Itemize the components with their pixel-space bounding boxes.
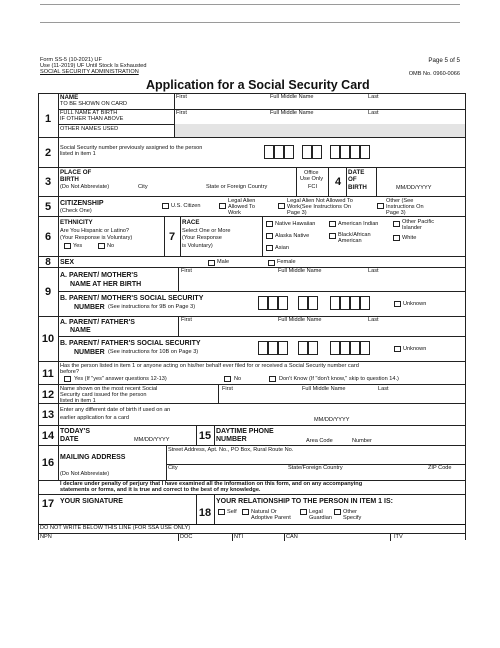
race-alaska-checkbox[interactable] [266,233,273,239]
option: Unknown [403,346,427,352]
label: B. PARENT/ MOTHER'S SOCIAL SECURITY [60,295,204,302]
item-number: 7 [168,231,176,243]
item-number: 8 [45,257,51,268]
label: listed in item 1 [60,151,96,157]
item-number: 11 [42,368,54,380]
top-rule-2 [40,22,460,23]
footer-text: DO NOT WRITE BELOW THIS LINE (FOR SSA USE ONLY) [40,525,191,531]
race-opi-checkbox[interactable] [393,221,400,227]
sublabel: Full Middle Name [278,317,322,323]
mother-ssn-unknown-checkbox[interactable] [394,301,401,307]
option: Specify [343,515,362,521]
label: CITIZENSHIP [60,200,104,207]
section-8 [38,256,466,267]
label: BIRTH [60,176,79,183]
item-number: 9 [44,286,52,298]
option: Work(See Instructions On [287,204,351,210]
option: Yes [73,243,83,249]
sublabel: Full Middle Name [302,386,346,392]
label: (Your Response is Voluntary) [60,235,133,241]
footer-label: DOC [180,534,193,540]
section-10 [38,316,466,361]
label: IF OTHER THAN ABOVE [60,116,124,122]
label: PLACE OF [60,169,92,176]
label: BIRTH [348,184,367,191]
form-page [38,56,466,540]
race-black-checkbox[interactable] [329,233,336,239]
option: Work [228,210,241,216]
label: OTHER NAMES USED [60,126,119,132]
sublabel: First [181,317,192,323]
omb-number: OMB No. 0960-0066 [408,71,460,77]
label: (Do Not Abbreviate) [60,471,110,477]
race-asian-checkbox[interactable] [266,245,273,251]
footer-label: CAN [286,534,298,540]
option: American Indian [338,221,379,227]
label: earlier application for a card [60,415,130,421]
label: NAME [60,94,79,101]
item-number: 16 [41,457,55,469]
sublabel: State or Foreign Country [206,184,268,190]
sublabel: State/Foreign Country [288,465,343,471]
section-12 [38,384,466,403]
option: U.S. Citizen [171,203,201,209]
alien-not-allowed-checkbox[interactable] [278,203,285,209]
label: DAYTIME PHONE [216,428,274,435]
prior-card-yes-checkbox[interactable] [64,376,71,382]
sublabel: Last [368,110,379,116]
top-rule [40,4,460,5]
item-number: 15 [198,430,212,442]
section-6-7 [38,216,466,256]
sublabel: Number [352,438,372,444]
prior-card-dontknow-checkbox[interactable] [269,376,276,382]
declaration-text: statements or forms, and it is true and correct to the best of my knowledge. [60,487,261,493]
option: Other Pacific [402,219,435,225]
sublabel: Last [378,386,389,392]
section-3 [38,167,466,196]
option: Other (See [386,198,414,204]
label: NAME AT HER BIRTH [70,281,142,288]
other-names-field[interactable] [174,124,466,138]
sublabel: Last [368,94,379,100]
mother-ssn-boxes[interactable] [258,296,398,312]
option: Legal Alien Not Allowed To [287,198,353,204]
section-13 [38,403,466,425]
section-17-18 [38,494,466,524]
sublabel: Full Middle Name [270,110,314,116]
label: Has the person listed in item 1 or anyone acting on his/her behalf ever filed for or received a Social Security number card [60,363,359,369]
page-number: Page 5 of 5 [428,57,460,64]
label: (See instructions for 9B on Page 3) [108,304,196,310]
relation-other-checkbox[interactable] [334,509,341,515]
label: (See instructions for 10B on Page 3) [108,349,199,355]
section-11 [38,361,466,384]
form-id: Form SS-5 (10-2021) UF [40,57,102,63]
section-14-15 [38,425,466,445]
label: is Voluntary) [182,243,213,249]
label: DATE [348,169,365,176]
option: American [338,238,362,244]
label: DATE [60,436,79,443]
option: Islander [402,225,422,231]
sublabel: Last [368,317,379,323]
sex-female-checkbox[interactable] [268,260,275,266]
label: (Your Response [182,235,222,241]
label: ETHNICITY [60,219,93,226]
sublabel: Area Code [306,438,333,444]
item-number: 5 [44,201,52,213]
label: TO BE SHOWN ON CARD [60,101,128,107]
sublabel: Last [368,268,379,274]
section-5 [38,196,466,216]
sublabel: First [222,386,233,392]
label: B. PARENT/ FATHER'S SOCIAL SECURITY [60,340,201,347]
section-9 [38,267,466,316]
label: A. PARENT/ MOTHER'S [60,272,138,279]
option: Other [343,509,357,515]
option: White [402,235,417,241]
label: MAILING ADDRESS [60,454,126,461]
office-use: Office [304,170,319,176]
date-format: MM/DD/YYYY [314,417,350,423]
race-white-checkbox[interactable] [393,235,400,241]
item-number: 10 [41,333,55,345]
form-title: Application for a Social Security Card [146,78,370,92]
item-number: 2 [44,147,52,159]
sex-male-checkbox[interactable] [208,260,215,266]
label: before? [60,369,79,375]
label: Are You Hispanic or Latino? [60,228,130,234]
option: Asian [275,245,289,251]
option: Yes (If "yes" answer questions 12-13) [74,376,167,382]
item-number: 18 [198,507,212,519]
option: Page 3) [287,210,307,216]
label: RACE [182,219,200,226]
office-use-footer [38,524,466,540]
father-ssn-unknown-checkbox[interactable] [394,346,401,352]
option: Natural Or [251,509,277,515]
sublabel: ZIP Code [428,465,452,471]
sublabel: City [138,184,148,190]
label: A. PARENT/ FATHER'S [60,319,135,326]
label: NUMBER [74,349,105,356]
agency: SOCIAL SECURITY ADMINISTRATION [40,69,139,75]
option: No [234,376,242,382]
father-ssn-boxes[interactable] [258,341,398,357]
footer-label: NTI [234,534,244,540]
item-number: 3 [44,176,52,188]
option: Unknown [403,301,427,307]
label: TODAY'S [60,428,91,435]
option: Alaska Native [275,233,310,239]
option: Instructions On [386,204,424,210]
us-citizen-checkbox[interactable] [162,203,169,209]
other-citizenship-checkbox[interactable] [377,203,384,209]
footer-label: ITV [394,534,403,540]
prior-ssn-boxes[interactable] [264,145,384,161]
label: Select One or More [182,228,231,234]
label: OF [348,176,357,183]
item-number: 12 [41,389,55,401]
option: Legal Alien [228,198,256,204]
item-number: 4 [334,176,342,188]
date-format: MM/DD/YYYY [396,185,432,191]
item-number: 13 [41,409,55,421]
option: Female [277,259,296,265]
relation-parent-checkbox[interactable] [242,509,249,515]
option: Adoptive Parent [251,515,291,521]
prior-card-no-checkbox[interactable] [224,376,231,382]
option: Guardian [309,515,333,521]
relation-guardian-checkbox[interactable] [300,509,307,515]
item-number: 17 [41,498,55,510]
section-16 [38,445,466,480]
sublabel: Full Middle Name [270,94,314,100]
option: Male [217,259,230,265]
label: (Do Not Abbreviate) [60,184,110,190]
item-number: 6 [44,231,52,243]
hispanic-no-checkbox[interactable] [98,243,105,249]
sublabel: Full Middle Name [278,268,322,274]
option: Self [227,509,237,515]
footer-label: NPN [40,534,52,540]
relation-self-checkbox[interactable] [218,509,225,515]
section-1 [38,93,466,137]
option: Legal [309,509,323,515]
option: Native Hawaiian [275,221,316,227]
section-2 [38,137,466,167]
sublabel: First [181,268,192,274]
sublabel: City [168,465,178,471]
item-number: 14 [41,430,55,442]
sublabel: First [176,94,187,100]
label: FULL NAME AT BIRTH [60,110,118,116]
alien-allowed-checkbox[interactable] [219,203,226,209]
label: NUMBER [74,304,105,311]
label: (Check One) [60,208,92,214]
label: NUMBER [216,436,247,443]
declaration [38,480,466,494]
label: Enter any different date of birth if used on an [60,407,171,413]
option: Black/African [338,232,371,238]
option: Don't Know (If "don't know," skip to question 14.) [279,376,399,382]
option: No [107,243,115,249]
office-use: FCI [308,184,318,190]
sublabel: Street Address, Apt. No., PO Box, Rural Route No. [168,447,294,453]
race-hawaiian-checkbox[interactable] [266,221,273,227]
label: listed in item 1 [60,398,96,404]
race-amind-checkbox[interactable] [329,221,336,227]
sublabel: First [176,110,187,116]
office-use: Use Only [300,176,324,182]
use-line: Use (11-2019) UF Until Stock Is Exhausted [40,63,147,69]
label: YOUR RELATIONSHIP TO THE PERSON IN ITEM 1 IS: [216,498,393,505]
option: Allowed To [228,204,255,210]
label: Security card issued for the person [60,392,147,398]
declaration-text: I declare under penalty of perjury that I have examined all the information on this form, and on any accompanying [60,481,363,487]
label: Name shown on the most recent Social [60,386,158,392]
label: YOUR SIGNATURE [60,498,123,505]
label: SEX [60,259,75,266]
label: NAME [70,327,91,334]
option: Page 3) [386,210,406,216]
hispanic-yes-checkbox[interactable] [64,243,71,249]
label: Social Security number previously assigned to the person [60,145,203,151]
item-number: 1 [44,113,52,125]
date-format: MM/DD/YYYY [134,437,170,443]
